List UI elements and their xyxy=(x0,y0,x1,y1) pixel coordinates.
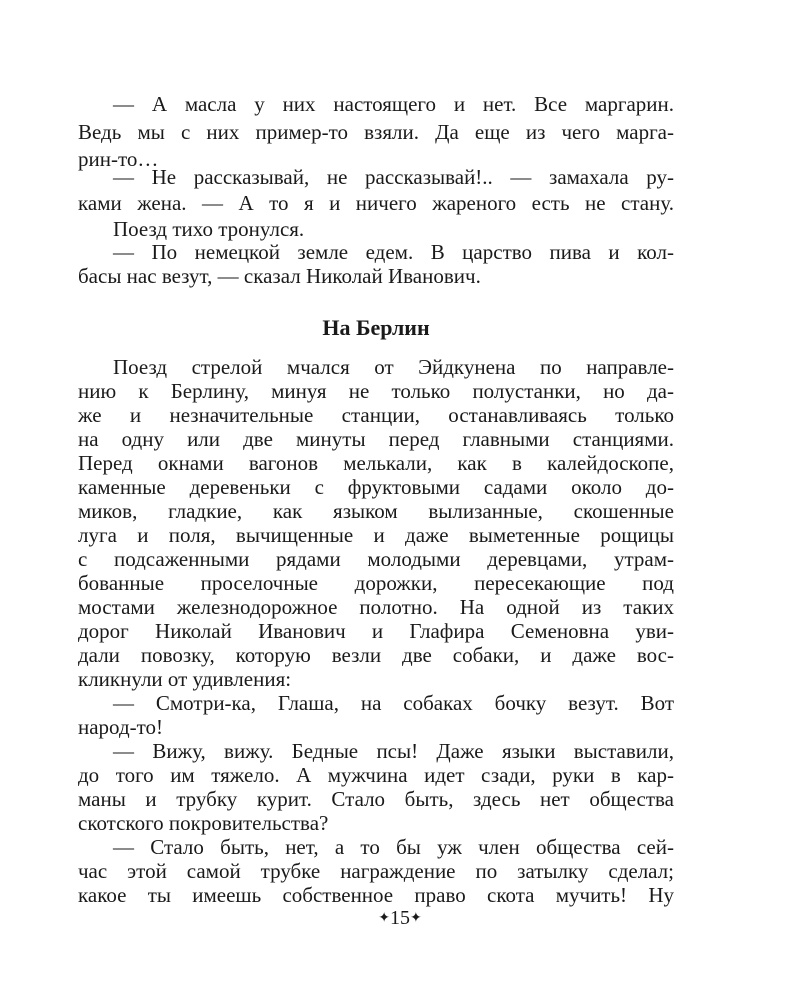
text-line: — Смотри-ка, Глаша, на собаках бочку везут. Вот xyxy=(113,691,674,715)
text-line: ками жена. — А то я и ничего жареного есть не стану. xyxy=(78,191,674,215)
text-line: басы нас везут, — сказал Николай Иванович. xyxy=(78,264,481,288)
text-line: — По немецкой земле едем. В царство пива и кол- xyxy=(113,240,674,264)
section-heading: На Берлин xyxy=(322,315,430,340)
ornament-right-icon: ✦ xyxy=(410,911,422,926)
text-line: до того им тяжело. А мужчина идет сзади, руки в кар- xyxy=(78,763,674,787)
text-line: Перед окнами вагонов мелькали, как в калейдоскопе, xyxy=(78,451,674,475)
text-line: дорог Николай Иванович и Глафира Семеновна уви- xyxy=(78,619,674,643)
text-line: бованные проселочные дорожки, пересекающие под xyxy=(78,571,674,595)
text-line: мостами железнодорожное полотно. На одной из таких xyxy=(78,595,674,619)
text-line: Поезд стрелой мчался от Эйдкунена по направле- xyxy=(113,355,674,379)
text-line: какое ты имеешь собственное право скота мучить! Ну xyxy=(78,883,674,907)
text-line: народ-то! xyxy=(78,715,164,739)
text-line: Поезд тихо тронулся. xyxy=(113,217,305,241)
text-line: рин-то… xyxy=(78,147,159,171)
text-line: кликнули от удивления: xyxy=(78,667,292,691)
text-line: же и незначительные станции, останавливаясь только xyxy=(78,403,674,427)
text-line: — Стало быть, нет, а то бы уж член общества сей- xyxy=(113,835,674,859)
text-line: — Вижу, вижу. Бедные псы! Даже языки выставили, xyxy=(113,739,674,763)
text-line: час этой самой трубке награждение по затылку сделал; xyxy=(78,859,674,883)
text-line: на одну или две минуты перед главными станциями. xyxy=(78,427,674,451)
text-line: скотского покровительства? xyxy=(78,811,329,835)
text-line: миков, гладкие, как языком вылизанные, скошенные xyxy=(78,499,674,523)
text-line: маны и трубку курит. Стало быть, здесь нет общества xyxy=(78,787,674,811)
text-line: луга и поля, вычищенные и даже выметенные рощицы xyxy=(78,523,674,547)
text-line: — А масла у них настоящего и нет. Все маргарин. xyxy=(113,92,674,116)
text-line: дали повозку, которую везли две собаки, и даже вос- xyxy=(78,643,674,667)
text-line: Ведь мы с них пример-то взяли. Да еще из чего марга- xyxy=(78,120,674,144)
text-line: нию к Берлину, минуя не только полустанки, но да- xyxy=(78,379,674,403)
text-line: каменные деревеньки с фруктовыми садами около до- xyxy=(78,475,674,499)
text-line: с подсаженными рядами молодыми деревцами, утрам- xyxy=(78,547,674,571)
page-number-value: 15 xyxy=(390,907,410,929)
text-line: — Не рассказывай, не рассказывай!.. — замахала ру- xyxy=(113,165,674,189)
page-number xyxy=(0,905,800,932)
ornament-left-icon: ✦ xyxy=(378,911,390,926)
